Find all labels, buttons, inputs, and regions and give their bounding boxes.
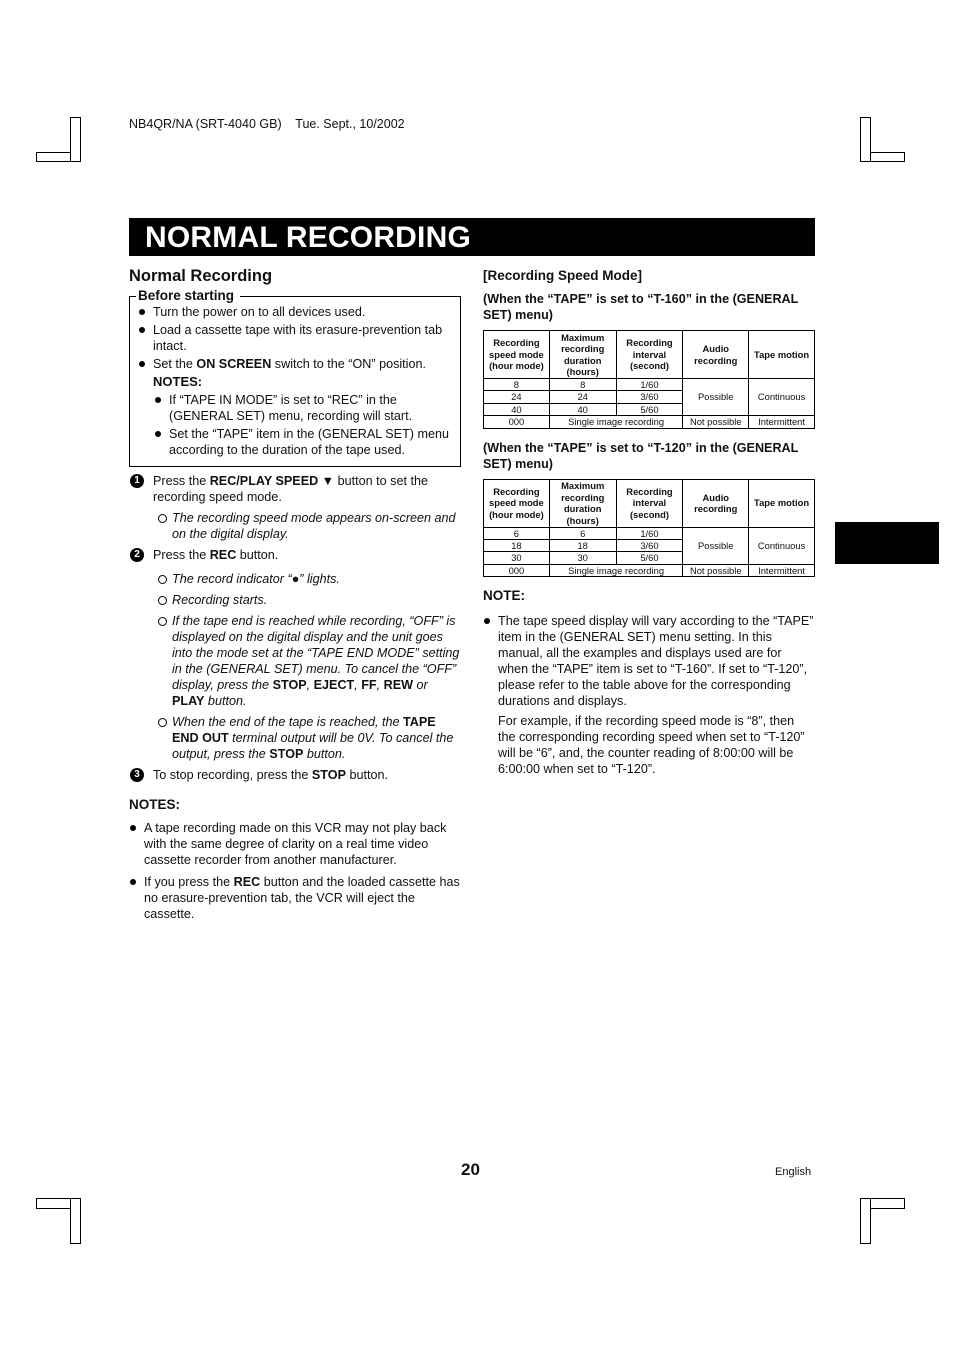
table-cell: 6 <box>484 527 550 539</box>
table-row <box>484 416 815 428</box>
table-header-row <box>484 331 815 379</box>
column-header: Tape motion <box>749 331 815 379</box>
table-cell: 18 <box>484 540 550 552</box>
right-column <box>483 268 815 777</box>
table-cell: 18 <box>549 540 616 552</box>
page-number: 20 <box>461 1160 480 1179</box>
left-column <box>129 268 461 928</box>
step-result: The record indicator “●” lights. <box>158 571 461 587</box>
table-cell: 1/60 <box>616 527 683 539</box>
notes-heading: NOTES: <box>153 374 203 389</box>
crop-mark-top-right <box>860 117 871 162</box>
table-cell: 30 <box>549 552 616 564</box>
list-item: Turn the power on to all devices used. <box>138 304 450 320</box>
before-starting-box <box>129 288 461 467</box>
recording-speed-heading: [Recording Speed Mode] <box>483 268 643 283</box>
table-cell: Intermittent <box>749 416 815 428</box>
table-cell: 6 <box>549 527 616 539</box>
language-label: English <box>775 1166 812 1178</box>
column-header: Maximum recording duration (hours) <box>549 331 616 379</box>
notes-heading: NOTES: <box>129 797 181 812</box>
step-number: 2 <box>130 548 144 562</box>
before-starting-title: Before starting <box>136 288 240 304</box>
table-cell: 5/60 <box>616 552 683 564</box>
table-cell: 1/60 <box>616 379 683 391</box>
table-row <box>484 564 815 576</box>
section-heading: Normal Recording <box>129 267 273 285</box>
table-cell: 30 <box>484 552 550 564</box>
column-header: Tape motion <box>749 479 815 527</box>
speed-table-t160 <box>483 330 815 429</box>
step-result: If the tape end is reached while recording, “OFF” is displayed on the digital display and the unit goes into the mode set at the “TAPE END MODE” setting in the (GENERAL SET) menu. To cancel the “OFF” display, press the STOP, EJECT, FF, REW or PLAY button. <box>158 613 461 709</box>
table-cell: 000 <box>484 416 550 428</box>
table-cell: Not possible <box>683 416 749 428</box>
table-cell: 000 <box>484 564 550 576</box>
table-caption: (When the “TAPE” is set to “T-120” in the (GENERAL SET) menu) <box>483 440 799 471</box>
column-header: Recording interval (second) <box>616 331 683 379</box>
note-item: If you press the REC button and the loaded cassette has no erasure-prevention tab, the VCR will eject the cassette. <box>129 874 461 922</box>
section-tab-marker <box>835 522 939 564</box>
column-header: Audio recording <box>683 331 749 379</box>
step-result: The recording speed mode appears on-screen and on the digital display. <box>158 510 461 542</box>
note-paragraph: For example, if the recording speed mode is “8”, then the corresponding recording speed when set to “T-120” will be “6”, and, the counter reading of 8:00:00 will be 6:00:00 when set to “T-120”. <box>498 714 805 777</box>
table-cell: 24 <box>484 391 550 403</box>
crop-mark-bottom-right <box>860 1198 871 1244</box>
list-item: Set the ON SCREEN switch to the “ON” position. <box>138 356 450 372</box>
table-cell: 8 <box>484 379 550 391</box>
crop-mark-top-right <box>871 152 905 162</box>
table-cell: 3/60 <box>616 391 683 403</box>
table-caption: (When the “TAPE” is set to “T-160” in the (GENERAL SET) menu) <box>483 292 799 322</box>
crop-mark-bottom-left <box>70 1198 81 1244</box>
crop-mark-bottom-left <box>36 1198 70 1209</box>
table-cell: 40 <box>484 403 550 415</box>
table-cell: Continuous <box>749 527 815 564</box>
table-row <box>484 379 815 391</box>
step-1: 1 Press the REC/PLAY SPEED ▼ button to set the recording speed mode. <box>129 473 461 505</box>
table-cell: 40 <box>549 403 616 415</box>
table-cell: Intermittent <box>749 564 815 576</box>
column-header: Audio recording <box>683 479 749 527</box>
table-cell: 5/60 <box>616 403 683 415</box>
step-3: 3 To stop recording, press the STOP button. <box>129 767 461 783</box>
crop-mark-top-left <box>36 152 70 162</box>
note-item: The tape speed display will vary according to the “TAPE” item in the (GENERAL SET) menu setting. In this manual, all the examples and displays used are for when the “TAPE” item is set to “T-160”. If set to “T-120”, please refer to the table above for the corresponding durations and displays. <box>483 613 815 709</box>
table-cell: 24 <box>549 391 616 403</box>
step-number: 1 <box>130 474 144 488</box>
step-2: 2 Press the REC button. <box>129 547 461 563</box>
table-cell: Possible <box>683 527 749 564</box>
table-cell: Not possible <box>683 564 749 576</box>
note-item: Set the “TAPE” item in the (GENERAL SET) menu according to the duration of the tape used. <box>154 426 450 458</box>
table-cell: Continuous <box>749 379 815 416</box>
page-title-bar <box>129 218 815 256</box>
list-item: Load a cassette tape with its erasure-prevention tab intact. <box>138 322 450 354</box>
crop-mark-top-left <box>70 117 81 162</box>
page-title: NORMAL RECORDING <box>145 221 471 254</box>
table-cell: Possible <box>683 379 749 416</box>
table-header-row <box>484 479 815 527</box>
table-cell: 8 <box>549 379 616 391</box>
note-item: If “TAPE IN MODE” is set to “REC” in the (GENERAL SET) menu, recording will start. <box>154 392 450 424</box>
speed-table-t120 <box>483 479 815 578</box>
crop-mark-bottom-right <box>871 1198 905 1209</box>
table-row <box>484 527 815 539</box>
column-header: Recording speed mode (hour mode) <box>484 479 550 527</box>
table-cell: 3/60 <box>616 540 683 552</box>
step-number: 3 <box>130 768 144 782</box>
document-reference: NB4QR/NA (SRT-4040 GB) Tue. Sept., 10/2002 <box>129 117 405 131</box>
note-heading: NOTE: <box>483 588 525 604</box>
notes-section <box>129 797 461 922</box>
table-cell: Single image recording <box>549 416 683 428</box>
column-header: Maximum recording duration (hours) <box>549 479 616 527</box>
column-header: Recording speed mode (hour mode) <box>484 331 550 379</box>
step-result: Recording starts. <box>158 592 461 608</box>
table-cell: Single image recording <box>549 564 683 576</box>
note-item: A tape recording made on this VCR may not play back with the same degree of clarity on a real time video cassette recorder from another manufacturer. <box>129 820 461 868</box>
column-header: Recording interval (second) <box>616 479 683 527</box>
step-result: When the end of the tape is reached, the TAPE END OUT terminal output will be 0V. To cancel the output, press the STOP button. <box>158 714 461 762</box>
